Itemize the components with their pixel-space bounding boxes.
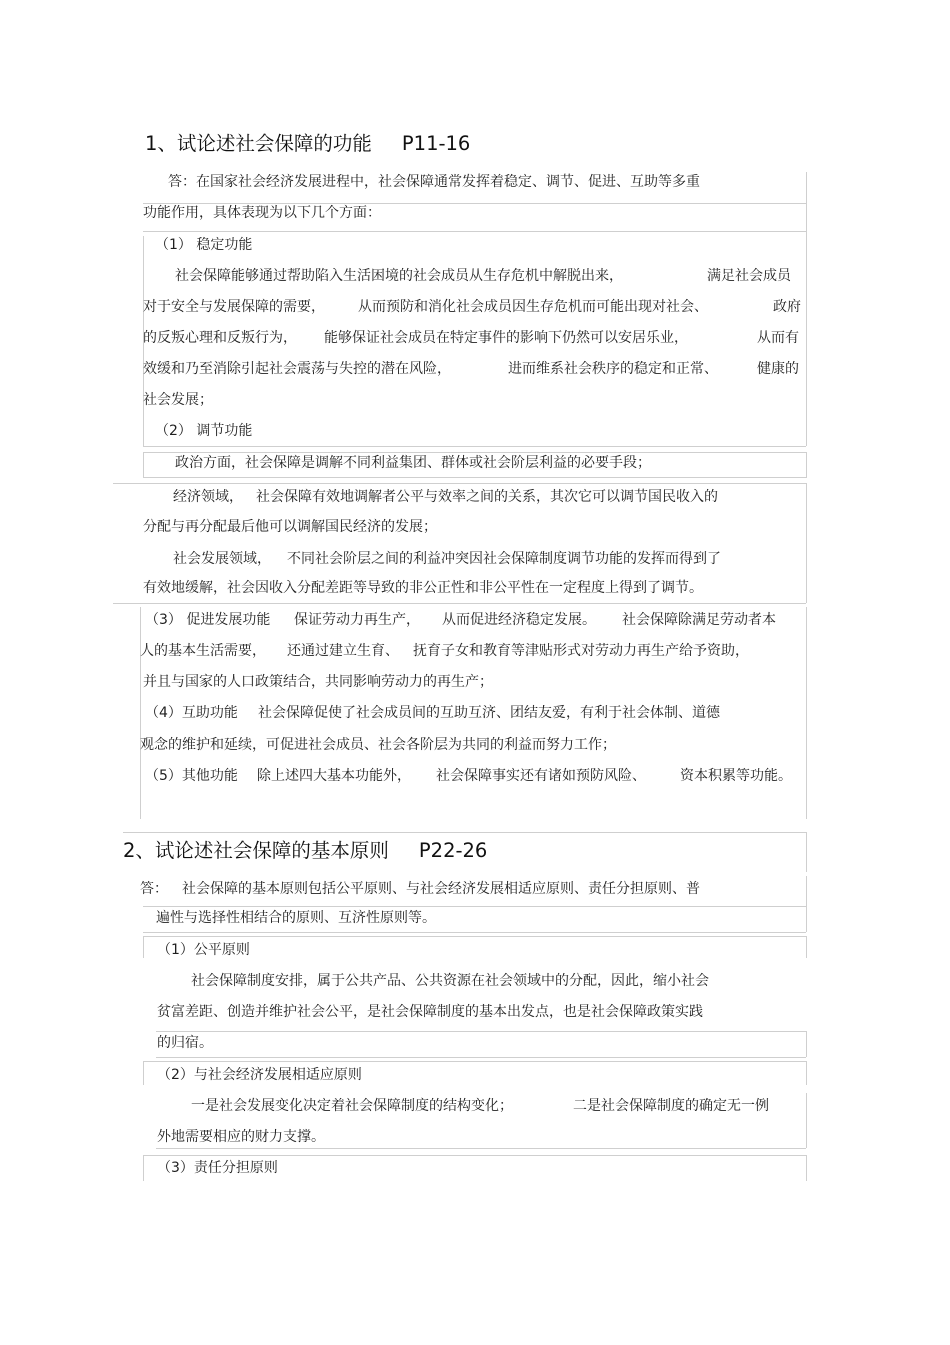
paragraph-line: 贫富差距、创造并维护社会公平，是社会保障制度的基本出发点，也是社会保障政策实践 [157, 1004, 703, 1020]
paragraph-line: 分配与再分配最后他可以调解国民经济的发展； [143, 519, 437, 535]
question-2-heading [123, 835, 487, 863]
border-line [806, 1155, 807, 1181]
border-line [143, 932, 806, 933]
border-line [156, 1148, 806, 1149]
paragraph-line: 抚育子女和教育等津贴形式对劳动力再生产给予资助， [413, 643, 749, 659]
paragraph-line: 社会保障能够通过帮助陷入生活困境的社会成员从生存危机中解脱出来， [175, 268, 623, 284]
border-line [113, 603, 806, 604]
border-line [806, 876, 807, 932]
paragraph-line: 政治方面，社会保障是调解不同利益集团、群体或社会阶层利益的必要手段； [175, 455, 651, 471]
question-1-page-ref: P11-16 [401, 132, 471, 155]
border-line [143, 906, 806, 907]
border-line [806, 172, 807, 236]
border-line [156, 1057, 806, 1058]
border-line [806, 236, 807, 446]
paragraph-line: 社会保障促使了社会成员间的互助互济、团结友爱，有利于社会体制、道德 [258, 705, 720, 721]
paragraph-line: 并且与国家的人口政策结合，共同影响劳动力的再生产； [143, 674, 493, 690]
paragraph-line: 进而维系社会秩序的稳定和正常、 [508, 361, 718, 377]
paragraph-line: 还通过建立生育、 [287, 643, 399, 659]
answer-text: 社会保障的基本原则包括公平原则、与社会经济发展相适应原则、责任分担原则、普 [182, 881, 700, 897]
border-line [806, 832, 807, 872]
paragraph-line: 社会发展； [143, 392, 213, 408]
border-line [806, 1031, 807, 1057]
paragraph-line: 社会保障制度安排，属于公共产品、公共资源在社会领域中的分配，因此，缩小社会 [191, 973, 709, 989]
paragraph-line: 观念的维护和延续，可促进社会成员、社会各阶层为共同的利益而努力工作； [140, 737, 616, 753]
paragraph-line: 保证劳动力再生产， [294, 612, 420, 628]
question-2-page-ref: P22-26 [418, 839, 488, 862]
section-heading: （3） 促进发展功能 [145, 612, 271, 628]
section-heading: （3）责任分担原则 [157, 1160, 278, 1176]
answer-text: 功能作用，具体表现为以下几个方面： [143, 205, 381, 221]
border-line [806, 936, 807, 958]
paragraph-line: 经济领域， [173, 489, 243, 505]
paragraph-line: 除上述四大基本功能外， [257, 768, 411, 784]
paragraph-line: 二是社会保障制度的确定无一例 [573, 1098, 769, 1114]
paragraph-line: 外地需要相应的财力支撑。 [157, 1129, 325, 1145]
paragraph-line: 的归宿。 [157, 1035, 213, 1051]
border-line [806, 1093, 807, 1148]
border-line [143, 452, 144, 478]
border-line [806, 452, 807, 478]
border-line [143, 477, 806, 478]
question-1-heading [145, 128, 470, 156]
paragraph-line: 从而预防和消化社会成员因生存危机而可能出现对社会、 [358, 299, 708, 315]
paragraph-line: 健康的 [757, 361, 799, 377]
answer-text: 答：在国家社会经济发展进程中，社会保障通常发挥着稳定、调节、促进、互助等多重 [168, 174, 700, 190]
border-line [806, 1061, 807, 1085]
paragraph-line: 的反叛心理和反叛行为， [143, 330, 297, 346]
paragraph-line: 社会发展领域， [173, 551, 271, 567]
section-heading: （1）公平原则 [157, 942, 250, 958]
border-line [143, 1155, 806, 1156]
border-line [156, 1031, 806, 1032]
section-heading: （2）与社会经济发展相适应原则 [157, 1067, 362, 1083]
paragraph-line: 从而促进经济稳定发展。 [442, 612, 596, 628]
paragraph-line: 从而有 [757, 330, 799, 346]
border-line [123, 832, 806, 833]
border-line [143, 1061, 144, 1085]
paragraph-line: 对于安全与发展保障的需要， [143, 299, 325, 315]
section-heading: （4）互助功能 [145, 705, 238, 721]
border-line [806, 607, 807, 819]
paragraph-line: 社会保障有效地调解者公平与效率之间的关系，其次它可以调节国民收入的 [256, 489, 718, 505]
paragraph-line: 人的基本生活需要， [140, 643, 266, 659]
answer-text: 遍性与选择性相结合的原则、互济性原则等。 [156, 910, 436, 926]
question-1-title: 1、试论述社会保障的功能 [145, 132, 372, 155]
border-line [143, 231, 806, 232]
paragraph-line: 社会保障事实还有诸如预防风险、 [436, 768, 646, 784]
paragraph-line: 社会保障除满足劳动者本 [622, 612, 776, 628]
answer-label: 答： [140, 881, 168, 897]
paragraph-line: 一是社会发展变化决定着社会保障制度的结构变化； [191, 1098, 513, 1114]
section-heading: （5）其他功能 [145, 768, 238, 784]
border-line [140, 607, 141, 819]
paragraph-line: 效缓和乃至消除引起社会震荡与失控的潜在风险， [143, 361, 451, 377]
paragraph-line: 满足社会成员 [707, 268, 791, 284]
paragraph-line: 政府 [773, 299, 801, 315]
border-line [143, 446, 806, 447]
border-line [143, 452, 806, 453]
border-line [113, 483, 806, 484]
paragraph-line: 能够保证社会成员在特定事件的影响下仍然可以安居乐业， [324, 330, 688, 346]
section-heading: （2） 调节功能 [155, 423, 253, 439]
paragraph-line: 不同社会阶层之间的利益冲突因社会保障制度调节功能的发挥而得到了 [287, 551, 721, 567]
paragraph-line: 资本积累等功能。 [680, 768, 792, 784]
question-2-title: 2、试论述社会保障的基本原则 [123, 839, 389, 862]
paragraph-line: 有效地缓解，社会因收入分配差距等导致的非公正性和非公平性在一定程度上得到了调节。 [143, 580, 703, 596]
border-line [143, 1061, 806, 1062]
border-line [143, 1155, 144, 1181]
border-line [806, 483, 807, 603]
section-heading: （1） 稳定功能 [155, 237, 253, 253]
border-line [143, 936, 144, 958]
border-line [143, 936, 806, 937]
